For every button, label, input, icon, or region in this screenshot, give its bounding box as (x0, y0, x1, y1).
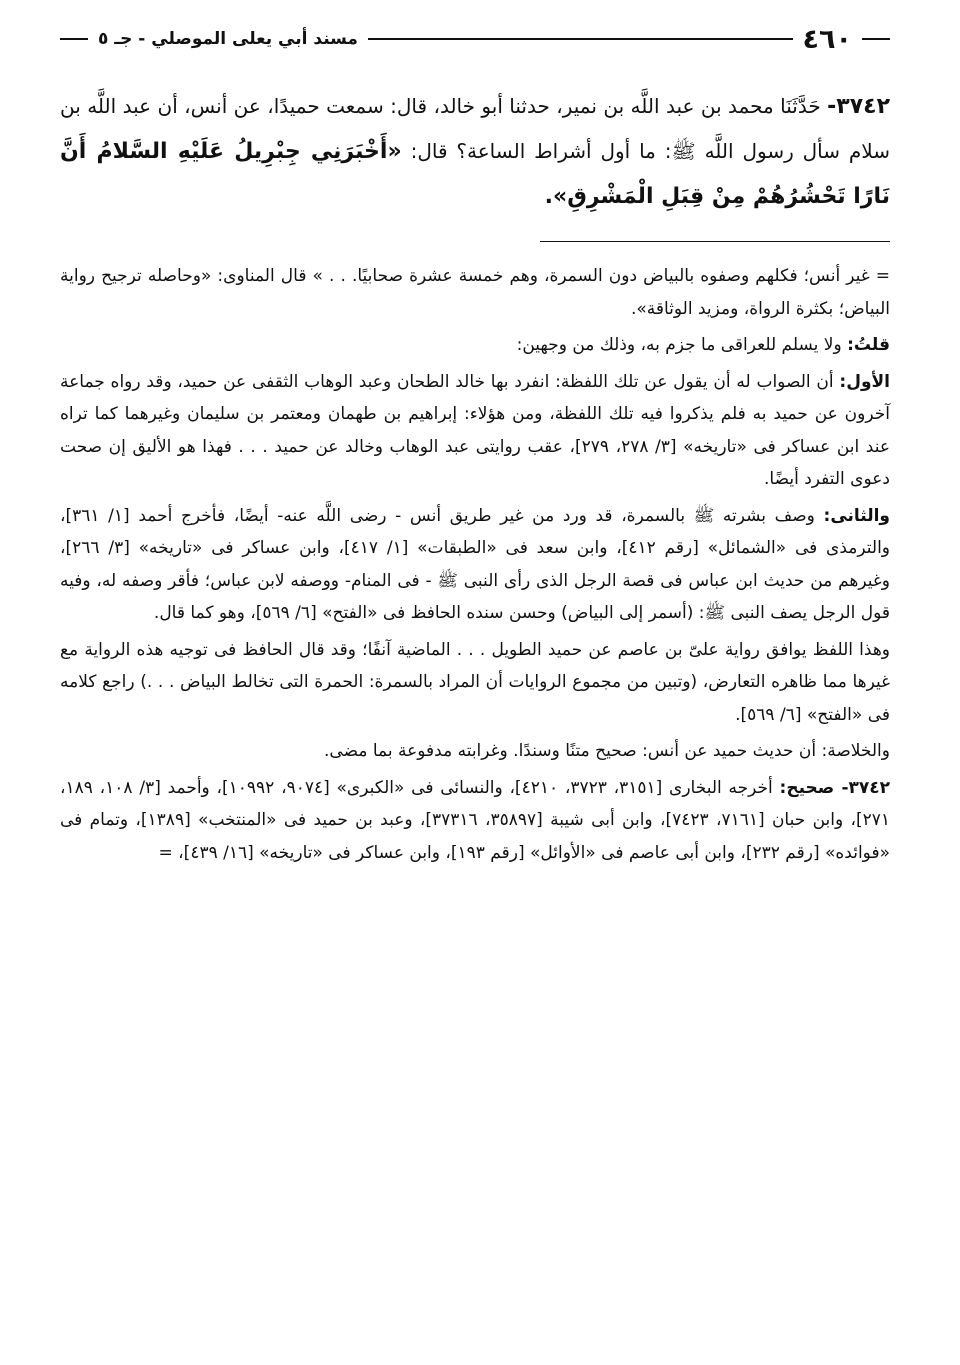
note-paragraph: = غير أنس؛ فكلهم وصفوه بالبياض دون السمرة، وهم خمسة عشرة صحابيًا. . . » قال المناوى: «وحاصله ترجيح رواية البياض؛ بكثرة الرواة، ومزيد الوثاقة». (60, 266, 890, 319)
hadith-isnad: حَدَّثَنَا محمد بن عبد اللَّه بن نمير، حدثنا أبو خالد، قال: سمعت حميدًا، عن أنس، أن عبد اللَّه بن سلام سأل رسول اللَّه ﷺ: ما أول أشراط الساعة؟ قال: (60, 94, 891, 163)
takhrij-paragraph: ٣٧٤٢- صحيح: أخرجه البخارى [٣١٥١، ٣٧٢٣، ٤٢١٠]، والنسائى فى «الكبرى» [٩٠٧٤، ١٠٩٩٢]، وأحمد [٣/ ١٠٨، ١٨٩، ٢٧١]، وابن حبان [٧١٦١، ٧٤٢٣]، وابن أبى شيبة [٣٥٨٩٧، ٣٧٣١٦]، وعبد بن حميد فى «المنتخب» [١٣٨٩]، وتمام فى «فوائده» [رقم ٢٣٢]، وابن أبى عاصم فى «الأوائل» [رقم ١٩٣]، وابن عساكر فى «تاريخه» [١٦/ ٤٣٩]، = (60, 777, 891, 863)
hadith-matn: «أَخْبَرَنِي جِبْرِيلُ عَلَيْهِ السَّلامُ أَنَّ نَارًا تَحْشُرُهُمْ مِنْ قِبَلِ الْمَشْرِقِ». (60, 139, 890, 209)
footnote-separator (540, 241, 890, 242)
note-paragraph: والخلاصة: أن حديث حميد عن أنس: صحيح متنًا وسندًا. وغرابته مدفوعة بما مضى. (324, 741, 890, 761)
book-title: مسند أبي يعلى الموصلي - جـ ٥ (98, 29, 358, 49)
note-paragraph: والثانى: وصف بشرته ﷺ بالسمرة، قد ورد من غير طريق أنس - رضى اللَّه عنه- أيضًا، فأخرج أحمد [١/ ٣٦١]، والترمذى فى «الشمائل» [رقم ٤١٢]، وابن سعد فى «الطبقات» [١/ ٤١٧]، وابن عساكر فى «تاريخه» [٣/ ٢٦٦]، وغيرهم من حديث ابن عباس فى قصة الرجل الذى رأى النبى ﷺ - فى المنام- ووصفه لابن عباس؛ فأقر وصفه له، وفيه قول الرجل يصف النبى ﷺ: (أسمر إلى البياض) وحسن سنده الحافظ فى «الفتح» [٦/ ٥٦٩]، وهو كما قال. (60, 505, 891, 623)
note-paragraph: الأول: أن الصواب له أن يقول عن تلك اللفظة: انفرد بها خالد الطحان وعبد الوهاب الثقفى عن حميد، وقد رواه جماعة آخرون عن حميد به فلم يذكروا فيه تلك اللفظة، ومن هؤلاء: إبراهيم بن طهمان ومعتمر بن سليمان وغيرهما كما تراه عند ابن عساكر فى «تاريخه» [٣/ ٢٧٨، ٢٧٩]، عقب روايتى عبد الوهاب وخالد عن حميد . . . فهذا هو الأليق إن صحت دعوى التفرد أيضًا. (60, 371, 891, 489)
hadith-number: ٣٧٤٢- (827, 94, 890, 119)
header-rule (368, 38, 793, 40)
header-dash (60, 38, 88, 40)
page-number: ٤٦٠ (802, 23, 852, 55)
note-paragraph: وهذا اللفظ يوافق رواية علىّ بن عاصم عن حميد الطويل . . . الماضية آنفًا؛ وقد قال الحافظ فى توجيه هذه الرواية مع غيرها مما ظاهره التعارض، (وتبين من مجموع الروايات أن المراد بالسمرة: الحمرة التى تخالط البياض . . .) راجع كلامه فى «الفتح» [٦/ ٥٦٩]. (60, 639, 890, 725)
hadith-text (60, 84, 890, 219)
running-head (60, 20, 890, 58)
page (60, 20, 890, 1340)
footnotes (60, 260, 890, 869)
note-paragraph: قلتُ: ولا يسلم للعراقى ما جزم به، وذلك من وجهين: (516, 335, 890, 355)
header-dash (862, 38, 890, 40)
